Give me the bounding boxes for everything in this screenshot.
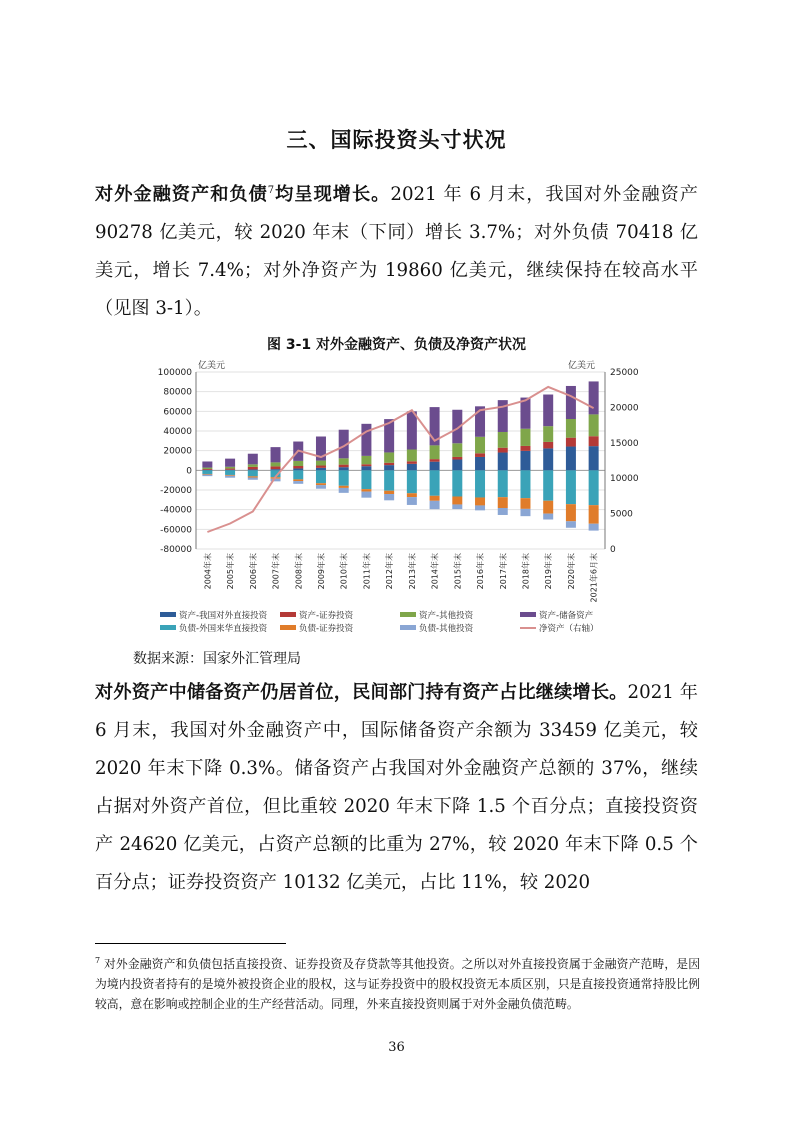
net-assets-line	[207, 387, 593, 532]
bar-segment	[339, 467, 349, 470]
bar-segment	[430, 445, 440, 459]
bar-segment	[498, 508, 508, 515]
bar-segment	[202, 470, 212, 474]
legend-label: 资产-储备资产	[539, 611, 594, 621]
bar-segment	[339, 470, 349, 485]
bar-segment	[589, 505, 599, 524]
bar-segment	[225, 459, 235, 467]
bar-segment	[316, 466, 326, 468]
bar-segment	[543, 448, 553, 470]
bar-segment	[498, 432, 508, 448]
section-title: 三、国际投资头寸状况	[286, 128, 507, 152]
bar-segment	[293, 466, 303, 468]
bar-segment	[520, 509, 530, 516]
bar-segment	[407, 497, 417, 505]
bar-segment	[543, 501, 553, 514]
page-number: 36	[388, 1040, 405, 1055]
left-tick-label: 40000	[163, 427, 192, 437]
legend-label: 负债-外国来华直接投资	[179, 624, 268, 634]
bar-segment	[475, 437, 485, 454]
footnote-ref: 7	[267, 185, 275, 196]
footnote	[95, 951, 700, 1014]
left-tick-label: 100000	[157, 368, 192, 378]
category-label: 2013年末	[407, 553, 417, 590]
footnote-divider	[95, 943, 286, 944]
bar-segment	[316, 468, 326, 470]
bar-segment	[225, 469, 235, 470]
paragraph-1	[95, 172, 698, 328]
figure-title: 图 3-1 对外金融资产、负债及净资产状况	[266, 337, 527, 353]
bar-segment	[452, 457, 462, 460]
left-tick-label: -40000	[160, 505, 192, 516]
paragraph-1-lead-tail: 均呈现增长。	[274, 184, 391, 206]
category-label: 2006年末	[248, 553, 258, 590]
left-tick-label: 80000	[163, 387, 192, 398]
bar-segment	[543, 470, 553, 500]
bar-segment	[361, 424, 371, 456]
bar-segment	[589, 524, 599, 531]
bar-segment	[248, 467, 258, 470]
bar-segment	[225, 476, 235, 478]
legend-label: 净资产（右轴）	[539, 624, 599, 634]
bar-segment	[271, 466, 281, 469]
category-label: 2021年6月末	[589, 553, 599, 603]
bar-segment	[543, 426, 553, 442]
category-label: 2005年末	[226, 553, 236, 590]
bar-segment	[384, 494, 394, 500]
paragraph-1-lead: 对外金融资产和负债	[95, 184, 268, 206]
legend-label: 资产-我国对外直接投资	[179, 611, 268, 621]
bar-segment	[475, 457, 485, 470]
bar-segment	[498, 448, 508, 453]
category-label: 2008年末	[294, 553, 304, 590]
category-label: 2019年末	[544, 553, 554, 590]
bar-segment	[384, 470, 394, 490]
paragraph-2-body: 2021 年 6 月末，我国对外金融资产中，国际储备资产余额为 33459 亿美元，较 2020 年末下降 0.3%。储备资产占我国对外金融资产总额的 37%，继续占据对外资产首位，但比重较 2020 年末下降 1.5 个百分点；直接投资资产 24620 亿美元，占资产总额的比重为 27%，较 2020 年末下降 0.5 个百分点；证券投资资产 10132 亿美元，占比 11%，较 2020	[95, 682, 698, 893]
legend-label: 资产-其他投资	[419, 611, 474, 621]
bar-segment	[202, 461, 212, 467]
bar-segment	[361, 489, 371, 491]
right-tick-label: 0	[610, 545, 616, 555]
bar-segment	[225, 475, 235, 476]
category-label: 2010年末	[339, 553, 349, 590]
bar-segment	[566, 438, 576, 447]
bar-segment	[566, 386, 576, 419]
bar-segment	[384, 465, 394, 470]
bar-segment	[339, 465, 349, 468]
bar-segment	[452, 504, 462, 509]
bar-segment	[225, 470, 235, 471]
bar-segment	[339, 488, 349, 493]
bar-segment	[407, 493, 417, 497]
right-tick-label: 15000	[610, 438, 639, 449]
right-axis-unit: 亿美元	[568, 361, 596, 371]
category-label: 2004年末	[203, 553, 213, 590]
legend-label: 负债-证券投资	[299, 624, 354, 634]
bar-segment	[271, 469, 281, 470]
bar-segment	[543, 442, 553, 448]
bar-segment	[361, 456, 371, 464]
category-label: 2017年末	[498, 553, 508, 590]
bar-segment	[452, 443, 462, 457]
bar-segment	[316, 485, 326, 489]
bar-segment	[361, 492, 371, 498]
bar-segment	[202, 474, 212, 475]
left-tick-label: -20000	[160, 486, 192, 496]
paragraph-1-body: 2021 年 6 月末，我国对外金融资产 90278 亿美元，较 2020 年末（下同）增长 3.7%；对外负债 70418 亿美元，增长 7.4%；对外净资产为 19860 亿美元，继续保持在较高水平（见图 3-1）。	[95, 184, 698, 320]
bar-segment	[316, 461, 326, 466]
bar-segment	[248, 476, 258, 477]
bar-segment	[498, 453, 508, 471]
right-tick-label: 25000	[610, 368, 639, 378]
footnote-mark: 7	[95, 956, 101, 965]
bar-segment	[225, 470, 235, 475]
data-source: 数据来源：国家外汇管理局	[133, 651, 301, 667]
bar-segment	[566, 447, 576, 471]
bar-segment	[407, 461, 417, 464]
bar-segment	[430, 462, 440, 471]
legend-swatch	[160, 625, 176, 630]
bar-segment	[543, 514, 553, 520]
bar-segment	[589, 446, 599, 470]
bar-segment	[520, 451, 530, 470]
bar-segment	[566, 419, 576, 438]
bar-segment	[566, 521, 576, 527]
category-label: 2015年末	[453, 553, 463, 590]
bar-segment	[520, 429, 530, 446]
bar-segment	[589, 470, 599, 505]
bar-segment	[520, 470, 530, 498]
legend-label: 负债-其他投资	[419, 624, 474, 634]
bar-segment	[293, 470, 303, 479]
bar-segment	[520, 446, 530, 451]
bar-segment	[361, 466, 371, 470]
right-tick-label: 5000	[610, 509, 633, 520]
bar-segment	[271, 447, 281, 462]
right-tick-label: 10000	[610, 474, 639, 485]
category-label: 2018年末	[521, 553, 531, 590]
bar-segment	[384, 491, 394, 494]
bar-segment	[293, 479, 303, 481]
category-label: 2012年末	[385, 553, 395, 590]
bar-segment	[430, 496, 440, 501]
paragraph-2-lead: 对外资产中储备资产仍居首位，民间部门持有资产占比继续增长。	[95, 682, 628, 703]
bar-segment	[271, 462, 281, 466]
footnote-text: 对外金融资产和负债包括直接投资、证券投资及存贷款等其他投资。之所以对外直接投资属于金融资产范畴，是因为境内投资者持有的是境外被投资企业的股权，这与证券投资中的股权投资无本质区别，只是直接投资通常持股比例较高，意在影响或控制企业的生产经营活动。同理，外来直接投资则属于对外金融负债范畴。	[95, 956, 700, 1011]
bar-segment	[407, 470, 417, 493]
bar-segment	[248, 464, 258, 467]
left-tick-label: -80000	[160, 545, 192, 555]
bar-segment	[452, 460, 462, 471]
bar-segment	[498, 470, 508, 497]
bar-segment	[248, 454, 258, 465]
category-label: 2011年末	[362, 553, 372, 590]
bar-segment	[293, 481, 303, 484]
bar-segment	[452, 496, 462, 504]
left-axis-unit: 亿美元	[198, 361, 226, 371]
bar-segment	[475, 453, 485, 457]
category-label: 2014年末	[430, 553, 440, 590]
bar-segment	[498, 497, 508, 508]
category-label: 2007年末	[271, 553, 281, 590]
category-label: 2009年末	[316, 553, 326, 590]
legend-swatch	[400, 612, 416, 617]
bar-segment	[566, 470, 576, 504]
stacked-bar-chart	[150, 356, 640, 642]
bar-segment	[407, 449, 417, 461]
bar-segment	[248, 470, 258, 476]
bar-segment	[430, 459, 440, 462]
legend-swatch	[520, 612, 536, 617]
bar-segment	[407, 411, 417, 449]
bar-segment	[589, 381, 599, 414]
bar-segment	[452, 470, 462, 496]
bar-segment	[361, 464, 371, 466]
bar-segment	[202, 469, 212, 470]
legend-swatch	[280, 612, 296, 617]
left-tick-label: 20000	[163, 446, 192, 457]
legend-label: 资产-证券投资	[299, 611, 354, 621]
bar-segment	[316, 470, 326, 483]
bar-segment	[589, 436, 599, 446]
bar-segment	[339, 486, 349, 488]
bar-segment	[543, 395, 553, 427]
bar-segment	[430, 470, 440, 495]
bar-segment	[248, 469, 258, 470]
legend-swatch	[400, 625, 416, 630]
bar-segment	[566, 504, 576, 521]
bar-segment	[589, 414, 599, 436]
bar-segment	[384, 463, 394, 465]
bar-segment	[407, 464, 417, 470]
left-tick-label: 60000	[163, 407, 192, 418]
bar-segment	[475, 497, 485, 505]
bar-segment	[361, 470, 371, 489]
bar-segment	[202, 468, 212, 469]
bar-segment	[248, 478, 258, 480]
left-tick-label: -60000	[160, 525, 192, 536]
legend-swatch	[160, 612, 176, 617]
bar-segment	[339, 458, 349, 464]
bar-segment	[202, 475, 212, 477]
right-tick-label: 20000	[610, 403, 639, 414]
paragraph-2	[95, 674, 698, 902]
bar-segment	[316, 483, 326, 485]
bar-segment	[384, 452, 394, 462]
category-label: 2020年末	[566, 553, 576, 590]
left-tick-label: 0	[186, 466, 192, 477]
legend-swatch	[280, 625, 296, 630]
bar-segment	[225, 467, 235, 469]
bar-segment	[520, 498, 530, 509]
bar-segment	[293, 468, 303, 470]
bar-segment	[293, 461, 303, 466]
bar-segment	[475, 505, 485, 510]
category-label: 2016年末	[476, 553, 486, 590]
bar-segment	[475, 470, 485, 497]
bar-segment	[430, 501, 440, 509]
